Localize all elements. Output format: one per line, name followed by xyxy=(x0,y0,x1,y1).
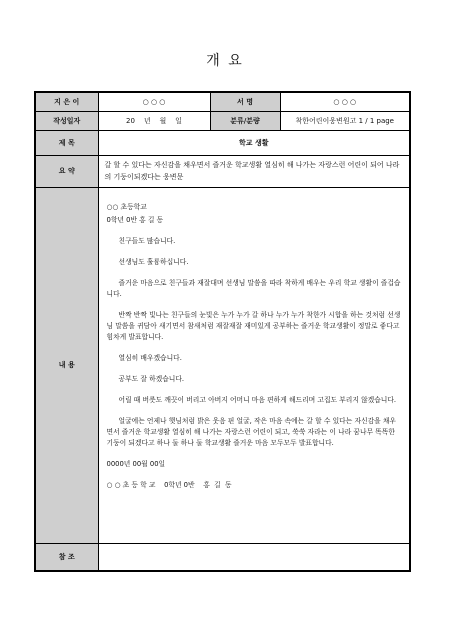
author-row xyxy=(35,92,410,111)
school-name: ○○ 초등학교 xyxy=(106,202,147,211)
signature-label: 서 명 xyxy=(210,92,280,111)
summary-row xyxy=(35,155,410,187)
paragraph-1: 친구들도 많습니다. xyxy=(118,236,176,245)
paragraph-3: 즐거운 마음으로 친구들과 재잘대며 선생님 말씀을 따라 착하게 배우는 우리 학교 생활이 즐겁습니다. xyxy=(106,278,401,298)
author-label: 지 은 이 xyxy=(35,92,98,111)
signature-value: ○ ○ ○ xyxy=(280,92,410,111)
summary-label: 요 약 xyxy=(35,155,98,187)
content-row xyxy=(35,187,410,543)
author-value: ○ ○ ○ xyxy=(98,92,210,111)
paragraph-6: 공부도 잘 하겠습니다. xyxy=(118,374,185,383)
subject-row xyxy=(35,130,410,155)
paragraph-8: 얼굴에는 언제나 햇님처럼 밝은 웃음 핀 얼굴, 작은 마음 속에는 갈 할 수 있다는 자신감을 채우면서 즐거운 학교생활 열심히 해 나가는 자랑스런 어린이 되고, 쑥쑥 자라는 이 나라 꿈나무 똑똑한 기둥이 되겠다고 하나 둘 하나 둘 학교생활 즐거운 마음 모두모두 발표합니다. xyxy=(106,416,397,447)
paragraph-5: 열심히 배우겠습니다. xyxy=(118,353,182,362)
category-label: 분류/분량 xyxy=(210,111,280,130)
reference-row xyxy=(35,543,410,571)
category-value: 착한어린이웅변원고 1 / 1 page xyxy=(280,111,410,130)
reference-label: 참 조 xyxy=(35,543,98,571)
closing-line: ○ ○ 초 등 학 교 0학년 0반 홍 길 동 xyxy=(106,480,232,489)
paragraph-2: 선생님도 훌륭하십니다. xyxy=(118,257,189,266)
reference-value xyxy=(98,543,410,571)
date-value: 20 년 월 일 xyxy=(98,111,210,130)
content-label: 내 용 xyxy=(35,187,98,543)
speech-date: 0000년 00월 00일 xyxy=(106,459,166,468)
date-row xyxy=(35,111,410,130)
content-cell xyxy=(98,187,410,543)
subject-value: 학교 생활 xyxy=(98,130,410,155)
paragraph-4: 반짝 반짝 빛나는 친구들의 눈빛은 누가 누가 갈 하나 누가 누가 착한가 시합을 하는 것처럼 선생님 말씀을 귀담아 새기면서 참새처럼 재잘재잘 재미있게 공부하는 즐거운 학교생활이 정말로 좋다고 힘차게 발표합니다. xyxy=(106,310,401,341)
subject-label: 제 목 xyxy=(35,130,98,155)
date-label: 작성일자 xyxy=(35,111,98,130)
student-name: 0학년 0반 홍 길 동 xyxy=(106,215,164,224)
paragraph-7: 어릴 때 버릇도 깨끗이 버리고 아버지 어머니 마음 편하게 해드리며 고집도 부리지 않겠습니다. xyxy=(118,395,397,404)
overview-form-table xyxy=(34,91,411,572)
speech-content xyxy=(107,202,402,491)
document-title: 개 요 xyxy=(206,53,244,69)
summary-value: 갈 할 수 있다는 자신감을 채우면서 즐거운 학교생활 열심히 해 나가는 자랑스런 어린이 되어 나라의 기둥이되겠다는 웅변문 xyxy=(98,155,410,187)
